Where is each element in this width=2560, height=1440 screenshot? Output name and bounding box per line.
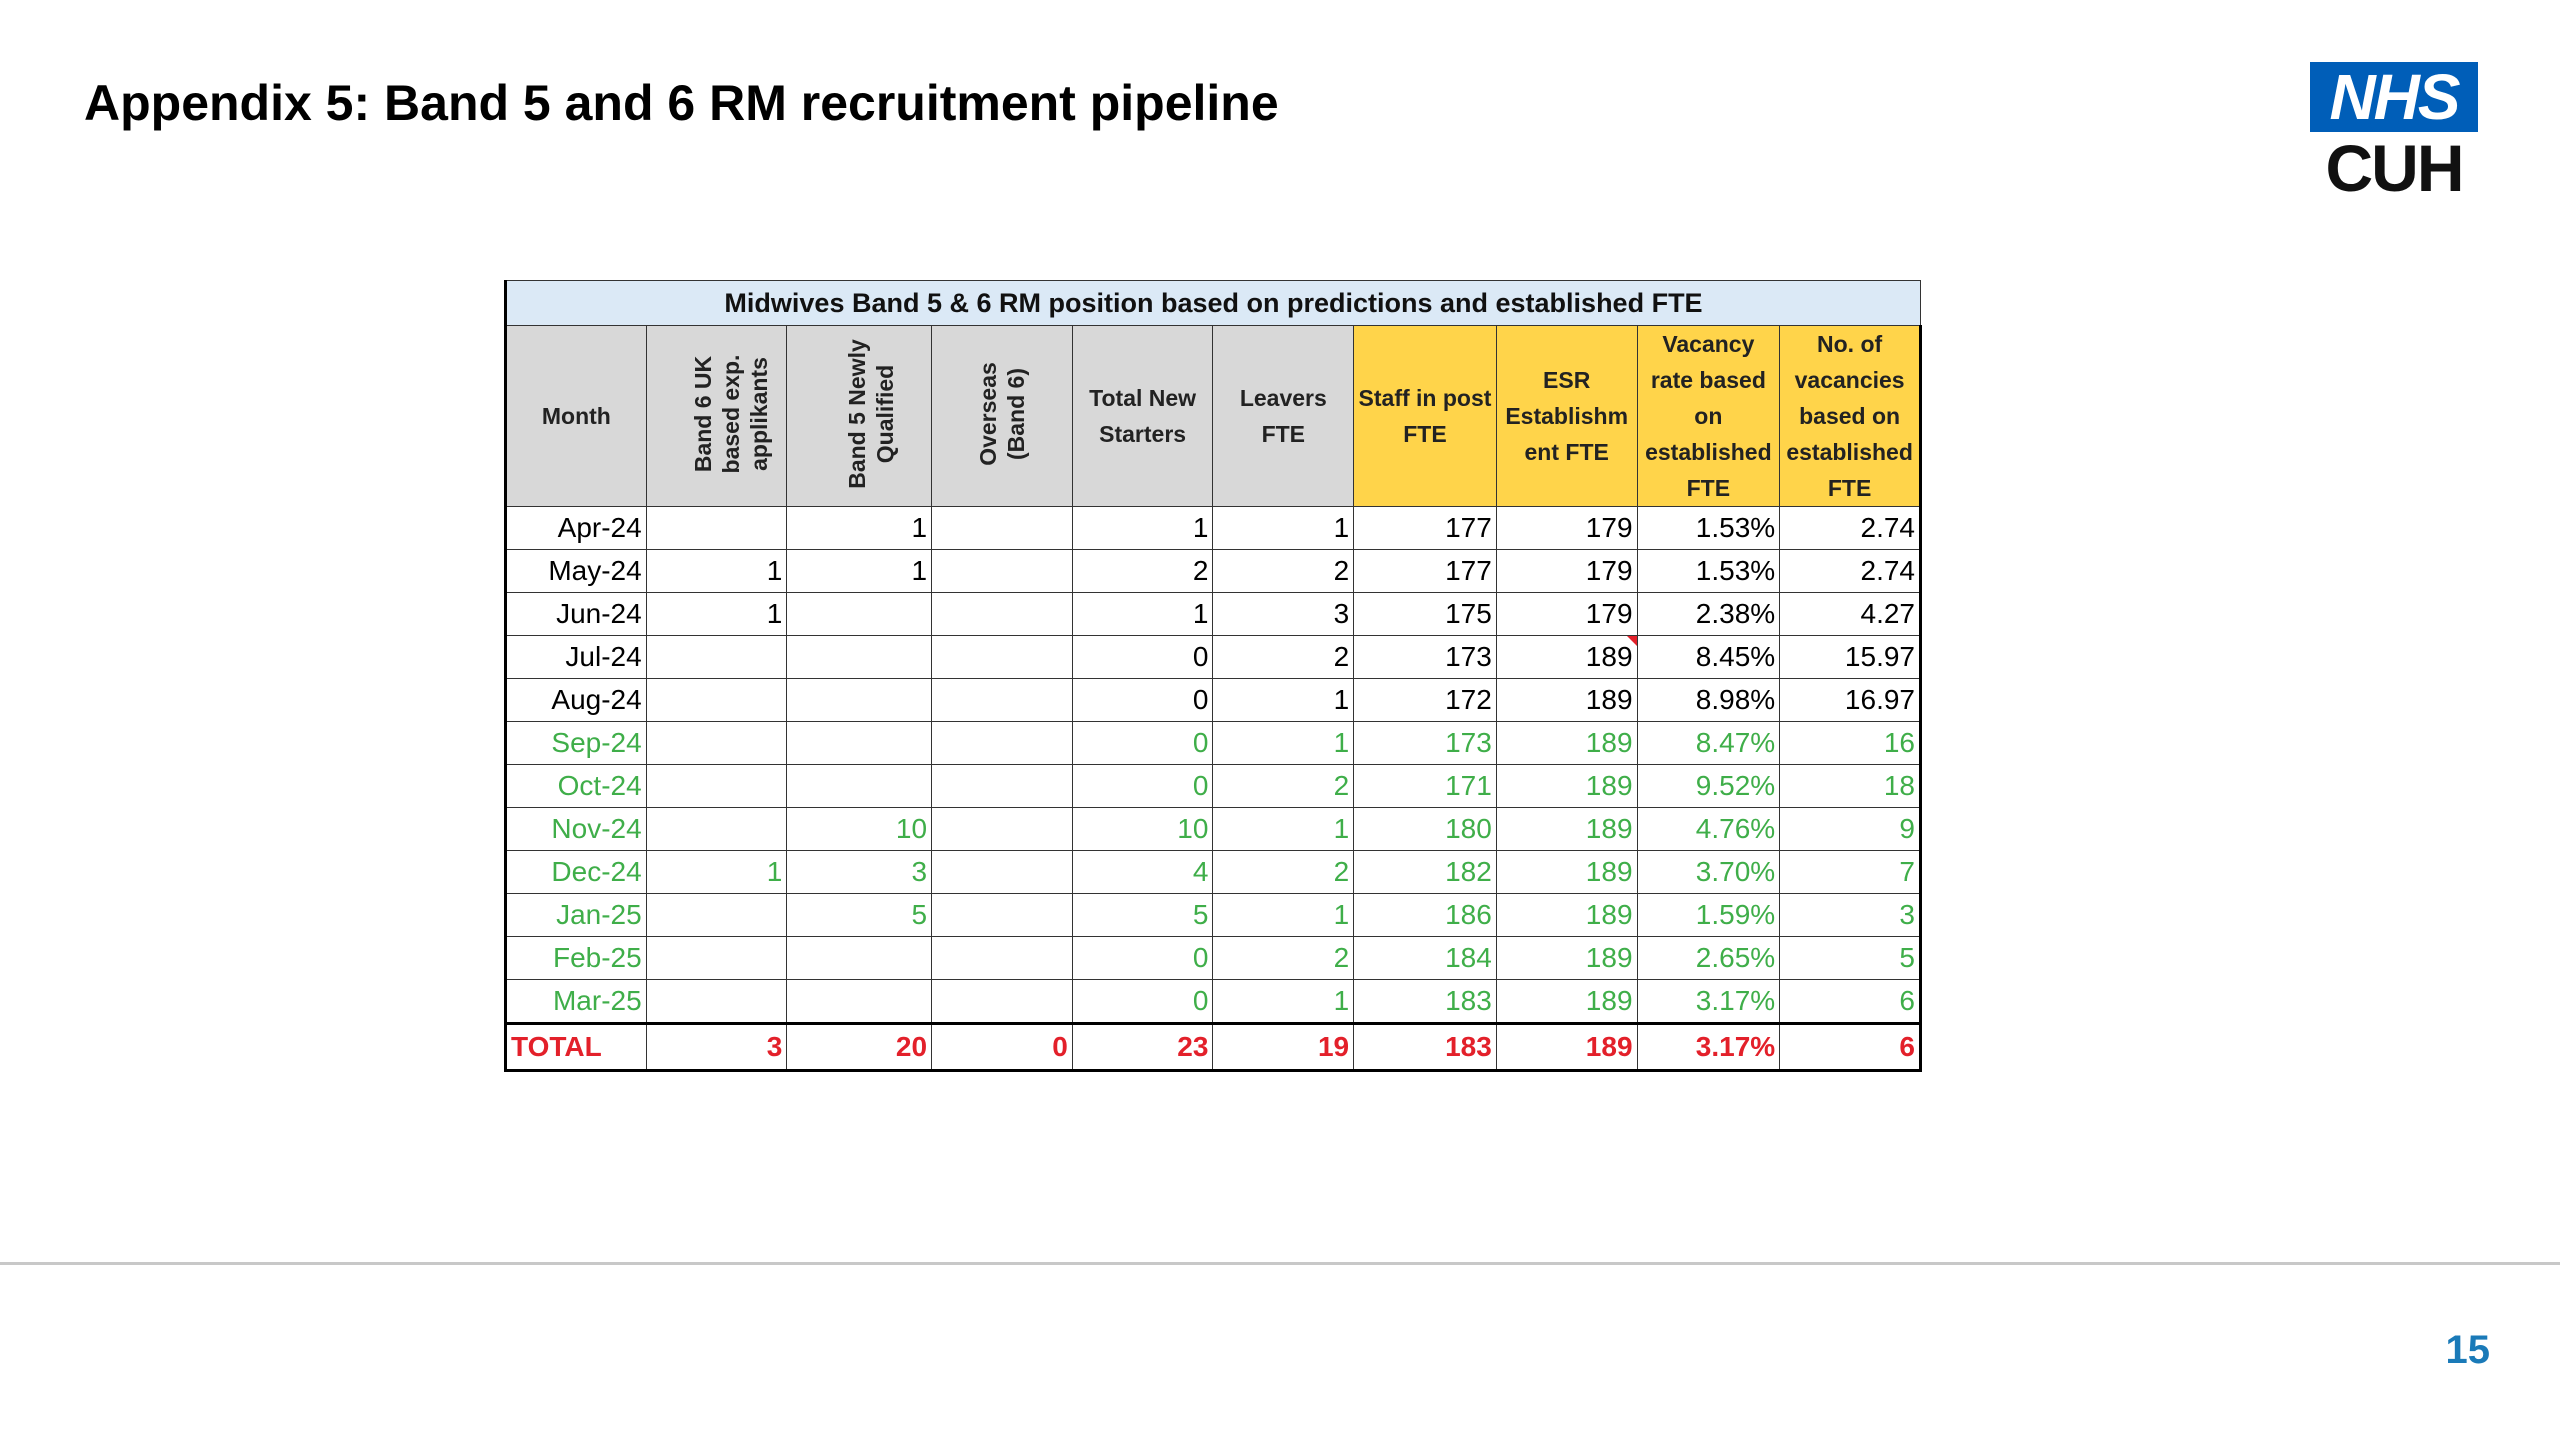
table-row (506, 679, 1921, 722)
header-band5-nq-label: Band 5 Newly Qualified (844, 339, 899, 489)
cell-staff-in-post: 177 (1354, 550, 1497, 593)
cell-band5-nq: 3 (787, 851, 932, 894)
cell-total-new-starters: 10 (1072, 808, 1213, 851)
total-staff-in-post: 183 (1354, 1024, 1497, 1071)
cell-band5-nq (787, 937, 932, 980)
cell-total-new-starters: 0 (1072, 679, 1213, 722)
total-leavers: 19 (1213, 1024, 1354, 1071)
table-row (506, 980, 1921, 1024)
cell-total-new-starters: 5 (1072, 894, 1213, 937)
table-row (506, 507, 1921, 550)
cell-staff-in-post: 183 (1354, 980, 1497, 1024)
cell-band5-nq (787, 980, 932, 1024)
table-row (506, 550, 1921, 593)
cell-overseas (932, 679, 1073, 722)
header-vacancy-rate: Vacancy rate based on established FTE (1637, 326, 1780, 507)
cell-total-new-starters: 0 (1072, 636, 1213, 679)
cell-month: Dec-24 (506, 851, 647, 894)
header-esr-establishment: ESR Establishm ent FTE (1496, 326, 1637, 507)
header-row (506, 326, 1921, 507)
cell-no-vacancies: 2.74 (1780, 507, 1921, 550)
cell-total-new-starters: 0 (1072, 765, 1213, 808)
cell-band5-nq: 10 (787, 808, 932, 851)
cell-no-vacancies: 3 (1780, 894, 1921, 937)
cell-leavers: 1 (1213, 894, 1354, 937)
page-number: 15 (2445, 1328, 2490, 1372)
cell-band6-uk (646, 507, 787, 550)
cell-staff-in-post: 180 (1354, 808, 1497, 851)
cell-month: Jun-24 (506, 593, 647, 636)
header-band6-uk (646, 326, 787, 507)
cell-no-vacancies: 16.97 (1780, 679, 1921, 722)
cell-vacancy-rate: 1.53% (1637, 550, 1780, 593)
cell-esr-establishment: 189 (1496, 851, 1637, 894)
header-leavers: Leavers FTE (1213, 326, 1354, 507)
cell-no-vacancies: 15.97 (1780, 636, 1921, 679)
cell-band5-nq (787, 593, 932, 636)
table-row (506, 808, 1921, 851)
cell-leavers: 2 (1213, 550, 1354, 593)
cell-vacancy-rate: 3.70% (1637, 851, 1780, 894)
cell-band6-uk (646, 894, 787, 937)
total-esr-establishment: 189 (1496, 1024, 1637, 1071)
table-row (506, 851, 1921, 894)
total-band6-uk: 3 (646, 1024, 787, 1071)
cell-overseas (932, 937, 1073, 980)
cell-staff-in-post: 171 (1354, 765, 1497, 808)
cell-band6-uk (646, 679, 787, 722)
table-row (506, 593, 1921, 636)
total-band5-nq: 20 (787, 1024, 932, 1071)
table-body (506, 507, 1921, 1071)
cell-month: Sep-24 (506, 722, 647, 765)
cell-month: Apr-24 (506, 507, 647, 550)
cell-band6-uk: 1 (646, 550, 787, 593)
cell-leavers: 2 (1213, 851, 1354, 894)
cell-overseas (932, 722, 1073, 765)
cell-band6-uk (646, 636, 787, 679)
cell-vacancy-rate: 8.45% (1637, 636, 1780, 679)
cell-esr-establishment: 189 (1496, 765, 1637, 808)
cell-band6-uk (646, 722, 787, 765)
cell-no-vacancies: 9 (1780, 808, 1921, 851)
slide-title: Appendix 5: Band 5 and 6 RM recruitment pipeline (84, 75, 1279, 131)
cell-overseas (932, 765, 1073, 808)
cell-vacancy-rate: 3.17% (1637, 980, 1780, 1024)
header-overseas-label: Overseas (Band 6) (974, 362, 1029, 466)
nhs-cuh-logo (2310, 62, 2486, 204)
cell-total-new-starters: 1 (1072, 507, 1213, 550)
table-row (506, 636, 1921, 679)
cell-no-vacancies: 2.74 (1780, 550, 1921, 593)
cell-esr-establishment: 189 (1496, 980, 1637, 1024)
cell-total-new-starters: 0 (1072, 937, 1213, 980)
cuh-logo-text: CUH (2325, 131, 2463, 205)
nhs-logo-box: NHS (2310, 62, 2478, 132)
cell-vacancy-rate: 4.76% (1637, 808, 1780, 851)
total-label: TOTAL (506, 1024, 647, 1071)
cell-total-new-starters: 0 (1072, 722, 1213, 765)
cell-leavers: 1 (1213, 507, 1354, 550)
table-row (506, 722, 1921, 765)
cell-vacancy-rate: 8.98% (1637, 679, 1780, 722)
cell-no-vacancies: 18 (1780, 765, 1921, 808)
cell-band6-uk (646, 937, 787, 980)
cell-esr-establishment: 189 (1496, 679, 1637, 722)
total-vacancy-rate: 3.17% (1637, 1024, 1780, 1071)
cell-band5-nq: 1 (787, 550, 932, 593)
cell-vacancy-rate: 2.65% (1637, 937, 1780, 980)
cell-band6-uk (646, 765, 787, 808)
cell-overseas (932, 507, 1073, 550)
cell-month: Mar-25 (506, 980, 647, 1024)
cell-month: Oct-24 (506, 765, 647, 808)
cell-band6-uk: 1 (646, 593, 787, 636)
cell-overseas (932, 636, 1073, 679)
cell-esr-establishment: 189 (1496, 636, 1637, 679)
cell-leavers: 2 (1213, 636, 1354, 679)
cell-vacancy-rate: 2.38% (1637, 593, 1780, 636)
cell-total-new-starters: 2 (1072, 550, 1213, 593)
cell-leavers: 2 (1213, 937, 1354, 980)
cell-band5-nq (787, 722, 932, 765)
cell-overseas (932, 593, 1073, 636)
cell-staff-in-post: 186 (1354, 894, 1497, 937)
cell-no-vacancies: 16 (1780, 722, 1921, 765)
cell-esr-establishment: 179 (1496, 507, 1637, 550)
cell-no-vacancies: 7 (1780, 851, 1921, 894)
total-no-vacancies: 6 (1780, 1024, 1921, 1071)
cell-no-vacancies: 6 (1780, 980, 1921, 1024)
cell-month: Jul-24 (506, 636, 647, 679)
header-month: Month (506, 326, 647, 507)
cell-month: May-24 (506, 550, 647, 593)
cell-leavers: 1 (1213, 679, 1354, 722)
cell-no-vacancies: 5 (1780, 937, 1921, 980)
cell-overseas (932, 808, 1073, 851)
cell-staff-in-post: 173 (1354, 722, 1497, 765)
cell-band5-nq (787, 765, 932, 808)
cell-esr-establishment: 189 (1496, 808, 1637, 851)
cell-esr-establishment: 179 (1496, 550, 1637, 593)
total-row (506, 1024, 1921, 1071)
total-overseas: 0 (932, 1024, 1073, 1071)
cell-total-new-starters: 4 (1072, 851, 1213, 894)
table-row (506, 894, 1921, 937)
header-overseas (932, 326, 1073, 507)
recruitment-pipeline-table-wrap (504, 280, 1922, 1072)
cell-staff-in-post: 182 (1354, 851, 1497, 894)
cell-month: Aug-24 (506, 679, 647, 722)
cell-band6-uk: 1 (646, 851, 787, 894)
cell-total-new-starters: 1 (1072, 593, 1213, 636)
cell-overseas (932, 894, 1073, 937)
header-staff-in-post: Staff in post FTE (1354, 326, 1497, 507)
cell-vacancy-rate: 9.52% (1637, 765, 1780, 808)
header-band5-nq (787, 326, 932, 507)
cell-month: Jan-25 (506, 894, 647, 937)
cell-esr-establishment: 189 (1496, 937, 1637, 980)
cell-leavers: 1 (1213, 980, 1354, 1024)
cell-staff-in-post: 175 (1354, 593, 1497, 636)
cell-band6-uk (646, 980, 787, 1024)
cell-esr-establishment: 189 (1496, 722, 1637, 765)
cell-staff-in-post: 177 (1354, 507, 1497, 550)
cell-leavers: 1 (1213, 722, 1354, 765)
table-banner: Midwives Band 5 & 6 RM position based on predictions and established FTE (506, 281, 1921, 326)
cell-overseas (932, 980, 1073, 1024)
total-new-starters: 23 (1072, 1024, 1213, 1071)
header-total-new-starters: Total New Starters (1072, 326, 1213, 507)
cell-leavers: 2 (1213, 765, 1354, 808)
cell-band5-nq: 1 (787, 507, 932, 550)
table-row (506, 937, 1921, 980)
header-band6-uk-label: Band 6 UK based exp. applikants (689, 354, 772, 474)
recruitment-pipeline-table (504, 280, 1922, 1072)
cell-no-vacancies: 4.27 (1780, 593, 1921, 636)
cell-staff-in-post: 172 (1354, 679, 1497, 722)
cell-esr-establishment: 179 (1496, 593, 1637, 636)
cell-vacancy-rate: 1.53% (1637, 507, 1780, 550)
cell-overseas (932, 550, 1073, 593)
cell-leavers: 1 (1213, 808, 1354, 851)
cell-overseas (932, 851, 1073, 894)
cell-leavers: 3 (1213, 593, 1354, 636)
cell-total-new-starters: 0 (1072, 980, 1213, 1024)
cell-band6-uk (646, 808, 787, 851)
header-no-vacancies: No. of vacancies based on established FTE (1780, 326, 1921, 507)
cell-esr-establishment: 189 (1496, 894, 1637, 937)
cell-month: Feb-25 (506, 937, 647, 980)
cell-month: Nov-24 (506, 808, 647, 851)
footer-divider (0, 1262, 2560, 1265)
cell-staff-in-post: 184 (1354, 937, 1497, 980)
cell-band5-nq: 5 (787, 894, 932, 937)
cell-band5-nq (787, 636, 932, 679)
cell-staff-in-post: 173 (1354, 636, 1497, 679)
cell-band5-nq (787, 679, 932, 722)
table-row (506, 765, 1921, 808)
cell-vacancy-rate: 8.47% (1637, 722, 1780, 765)
cell-vacancy-rate: 1.59% (1637, 894, 1780, 937)
